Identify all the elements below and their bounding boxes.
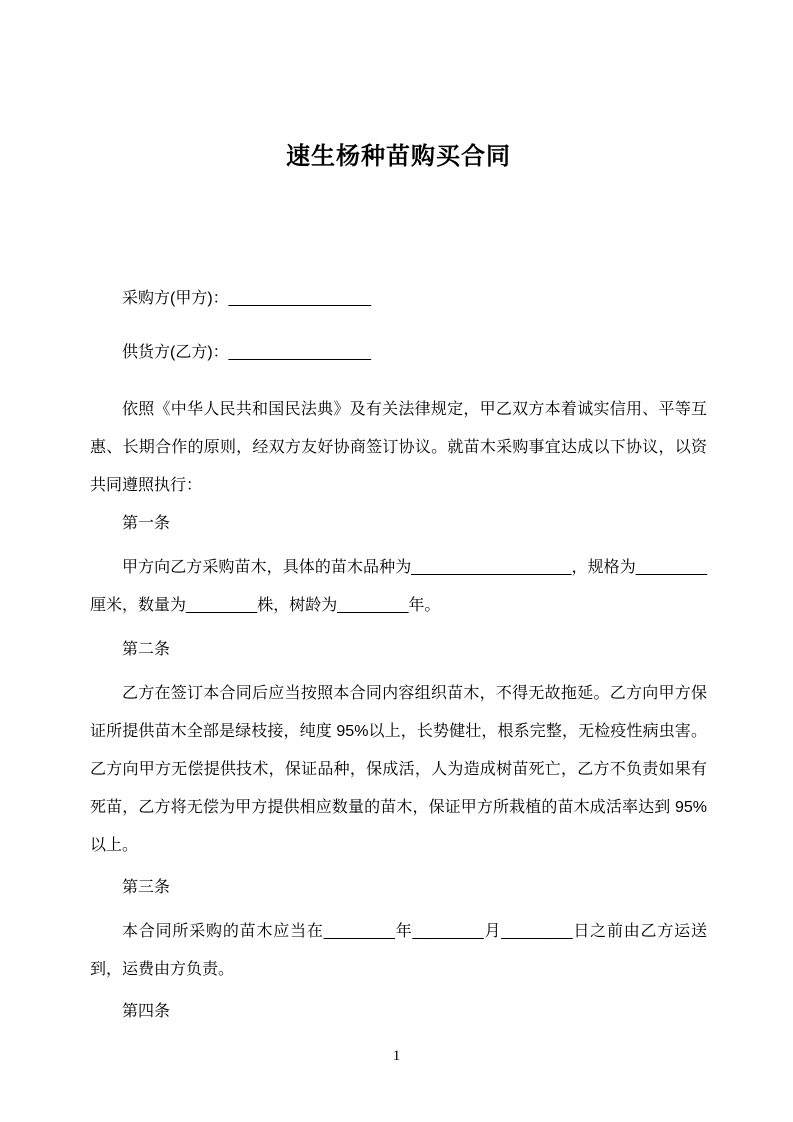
clause-1-body: 甲方向乙方采购苗木，具体的苗木品种为__________________，规格为________厘米，数量为________株，树龄为________年。 bbox=[90, 559, 707, 614]
party-line-buyer bbox=[90, 279, 707, 319]
clause-2-heading: 第二条 bbox=[122, 641, 171, 658]
party-buyer-label: 采购方(甲方)： bbox=[122, 290, 229, 307]
party-supplier-blank-field: ________________ bbox=[228, 344, 372, 361]
clause-2-body: 乙方在签订本合同后应当按照本合同内容组织苗木，不得无故拖延。乙方向甲方保证所提供苗木全部是绿枝接，纯度 95%以上，长势健壮，根系完整，无检疫性病虫害。乙方向甲方无偿提供技术，保证品种，保成活，人为造成树苗死亡，乙方不负责如果有死苗，乙方将无偿为甲方提供相应数量的苗木，保证甲方所栽植的苗木成活率达到 95%以上。 bbox=[90, 685, 707, 854]
party-buyer-blank-field: ________________ bbox=[228, 290, 372, 307]
contract-title: 速生杨种苗购买合同 bbox=[286, 143, 511, 170]
party-supplier-label: 供货方(乙方)： bbox=[122, 344, 229, 361]
clause-1-heading: 第一条 bbox=[122, 515, 171, 532]
preamble-paragraph: 依照《中华人民共和国民法典》及有关法律规定，甲乙双方本着诚实信用、平等互惠、长期合作的原则，经双方友好协商签订协议。就苗木采购事宜达成以下协议，以资共同遵照执行： bbox=[90, 401, 707, 494]
party-line-supplier bbox=[90, 333, 707, 373]
page-number: 1 bbox=[392, 1048, 401, 1064]
clause-3-body: 本合同所采购的苗木应当在________年________月________日之前由乙方运送到，运费由方负责。 bbox=[90, 923, 707, 978]
clause-4-heading: 第四条 bbox=[122, 1003, 171, 1020]
clause-3-heading: 第三条 bbox=[122, 879, 171, 896]
